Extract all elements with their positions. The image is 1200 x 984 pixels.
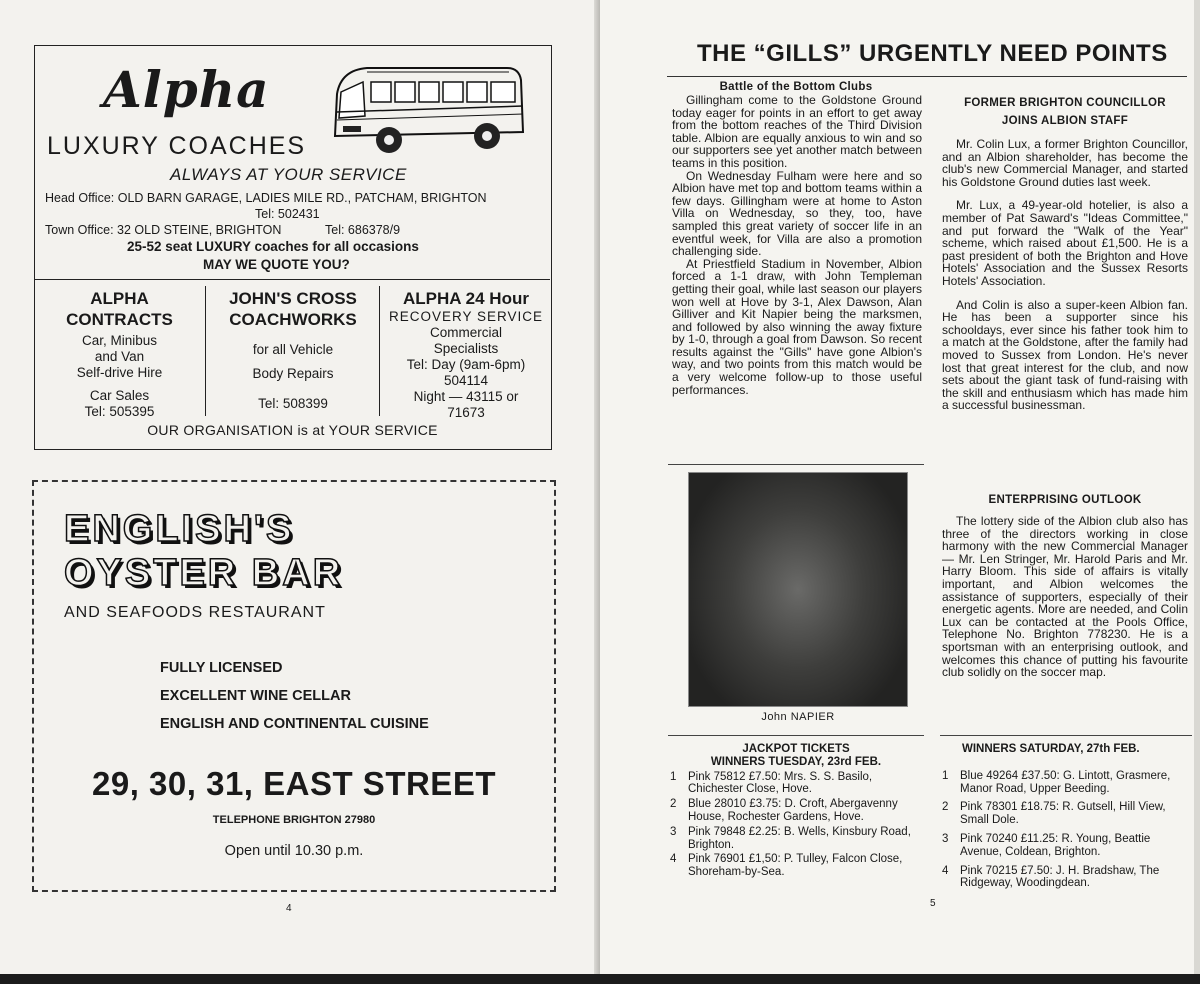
col3-text: 71673 <box>447 405 485 420</box>
entry-number: 4 <box>670 853 677 866</box>
col1-text: Car, Minibus <box>81 333 158 348</box>
entry-text: Pink 78301 £18.75: R. Gutsell, Hill View, Small Dole. <box>960 801 1166 827</box>
alpha-logo: Alpha <box>103 60 270 119</box>
saturday-heading: WINNERS SATURDAY, 27th FEB. <box>962 743 1140 755</box>
entry-text: Pink 76901 £1,50: P. Tulley, Falcon Close, Shoreham-by-Sea. <box>688 853 903 879</box>
town-office-tel: Tel: 686378/9 <box>325 223 401 237</box>
east-street-address: 29, 30, 31, EAST STREET <box>92 765 496 802</box>
councillor-paragraph: Mr. Colin Lux, a former Brighton Councillor, and an Albion shareholder, has become the club's new Commercial Manager, and started his Goldstone Ground duties last week. <box>942 137 1188 189</box>
col3-text: 504114 <box>443 373 489 388</box>
alpha-divider <box>35 279 550 280</box>
oyster-telephone: TELEPHONE BRIGHTON 27980 <box>212 814 376 826</box>
battle-paragraph: At Priestfield Stadium in November, Albion forced a 1-1 draw, with John Templeman getting their goal, while last season our players won well at Hove by 3-1, Alex Dawson, Alan Gilliver and Kit Napier being the marksmen, and followed by also winning the away fixture by 1-0, through a goal from Dawson. So recent results against the "Gills" have gone Albion's way, and two points from this match would be a very welcome follow-up to those useful performances. <box>672 256 922 397</box>
winners-rule <box>940 735 1192 736</box>
entry-text: Pink 79848 £2.25: B. Wells, Kinsbury Road, Brighton. <box>688 825 911 851</box>
john-napier-photo <box>688 472 908 707</box>
alpha-coaches-ad <box>34 45 552 450</box>
entry-number: 3 <box>670 825 677 838</box>
battle-paragraph: Gillingham come to the Goldstone Ground today eager for points in an effort to get away from the bottom reaches of the Third Division table. Albion are equally anxious to win and so our supporters see yet another match between teams in this position. <box>672 93 922 170</box>
councillor-heading-2: JOINS ALBION STAFF <box>1001 115 1129 127</box>
feature-wine-cellar: EXCELLENT WINE CELLAR <box>160 688 351 704</box>
jackpot-date: WINNERS TUESDAY, 23rd FEB. <box>710 755 882 768</box>
headline-rule <box>667 76 1187 77</box>
winner-entry <box>940 770 1190 796</box>
entry-text: Pink 75812 £7.50: Mrs. S. S. Basilo, Chichester Close, Hove. <box>688 770 873 796</box>
battle-heading: Battle of the Bottom Clubs <box>719 81 873 93</box>
column-rule <box>668 464 924 465</box>
seafoods-restaurant: AND SEAFOODS RESTAURANT <box>64 604 326 621</box>
headline: THE “GILLS” URGENTLY NEED POINTS <box>697 40 1168 67</box>
town-office-line: Town Office: 32 OLD STEINE, BRIGHTON <box>45 223 282 237</box>
entry-number: 2 <box>942 801 949 814</box>
col1-text: Car Sales <box>89 388 150 403</box>
saturday-winners <box>940 743 1190 892</box>
photo-caption: John NAPIER <box>761 711 835 723</box>
head-office-tel: Tel: 502431 <box>255 207 320 221</box>
winner-entry <box>668 798 924 824</box>
entry-text: Pink 70215 £7.50: J. H. Bradshaw, The Ridgeway, Woodingdean. <box>960 864 1160 890</box>
oyster-bar-ad <box>32 480 556 892</box>
battle-paragraph: On Wednesday Fulham were here and so Albion have met top and bottom teams within a few days. Gillingham were at home to Aston Villa on Wednesday, so they, too, have sampled this great variety of soccer life in an eventful week, for Villa are also a promotion challenging side. <box>672 168 922 259</box>
col3-subheading: RECOVERY SERVICE <box>388 309 544 324</box>
col2-heading: COACHWORKS <box>229 310 357 329</box>
entry-number: 1 <box>942 769 949 782</box>
feature-licensed: FULLY LICENSED <box>160 660 283 676</box>
coach-illustration <box>327 56 527 166</box>
luxury-coaches-heading: LUXURY COACHES <box>47 132 307 160</box>
winner-entry <box>940 801 1190 827</box>
entry-text: Blue 28010 £3.75: D. Croft, Abergavenny House, Rochester Gardens, Hove. <box>688 798 898 823</box>
col2-text: for all Vehicle <box>252 342 334 357</box>
luxury-seats-line: 25-52 seat LUXURY coaches for all occasions <box>127 239 419 254</box>
col2-heading: JOHN'S CROSS <box>229 289 357 308</box>
winner-entry <box>668 853 924 879</box>
alpha-contracts-column <box>37 288 202 420</box>
organisation-line: OUR ORGANISATION is at YOUR SERVICE <box>147 422 438 438</box>
col3-text: Night — 43115 or <box>413 389 519 404</box>
winners-rule <box>668 735 924 736</box>
may-we-quote: MAY WE QUOTE YOU? <box>203 257 350 272</box>
column-separator <box>379 286 380 416</box>
jackpot-winners <box>668 743 924 881</box>
entry-text: Pink 70240 £11.25: R. Young, Beattie Avenue, Coldean, Brighton. <box>960 832 1151 858</box>
oyster-title-line2: OYSTER BAR <box>64 552 344 594</box>
col2-text: Tel: 508399 <box>258 396 328 411</box>
entry-number: 4 <box>942 864 949 877</box>
enterprising-article <box>942 515 1188 679</box>
feature-cuisine: ENGLISH AND CONTINENTAL CUISINE <box>160 716 429 732</box>
winner-entry <box>940 865 1190 891</box>
winner-entry <box>668 771 924 797</box>
entry-number: 1 <box>670 770 677 783</box>
col2-text: Body Repairs <box>252 366 334 381</box>
col1-text: Self-drive Hire <box>76 365 163 380</box>
scanner-edge <box>0 974 1200 984</box>
page-number-left: 4 <box>286 903 292 914</box>
winner-entry <box>668 826 924 852</box>
entry-number: 3 <box>942 832 949 845</box>
head-office-line: Head Office: OLD BARN GARAGE, LADIES MILE RD., PATCHAM, BRIGHTON <box>45 191 487 205</box>
col1-text: Tel: 505395 <box>84 404 155 419</box>
always-at-your-service: ALWAYS AT YOUR SERVICE <box>170 165 407 184</box>
col1-text: and Van <box>94 349 145 364</box>
col3-text: Tel: Day (9am-6pm) <box>406 357 526 372</box>
battle-article <box>672 94 922 396</box>
col3-text: Specialists <box>433 341 499 356</box>
col1-heading: CONTRACTS <box>66 310 173 329</box>
enterprising-heading: ENTERPRISING OUTLOOK <box>988 494 1142 506</box>
column-separator <box>205 286 206 416</box>
johns-cross-column <box>209 288 377 412</box>
winner-entry <box>940 833 1190 859</box>
councillor-heading-1: FORMER BRIGHTON COUNCILLOR <box>964 97 1166 109</box>
councillor-paragraph: Mr. Lux, a 49-year-old hotelier, is also a member of Pat Saward's "Ideas Committee," and put forward the "Walk of the Year" scheme, which raised about £1,500. He is a past president of both the Brighton and Hove Hotels' Association and the Sussex Resorts Hotels' Association. <box>942 198 1188 288</box>
jackpot-heading: JACKPOT TICKETS <box>742 743 850 755</box>
entry-number: 2 <box>670 798 677 811</box>
page-number-right: 5 <box>930 898 936 909</box>
col3-text: Commercial <box>429 325 502 340</box>
councillor-article <box>942 138 1188 412</box>
left-page <box>0 0 598 974</box>
recovery-column <box>383 288 549 421</box>
councillor-paragraph: And Colin is also a super-keen Albion fan. He has been a supporter since his schooldays, ever since his father took him to a match at the Goldstone, after the family had moved to Sussex from London. He's never lost that great interest for the club, and now sets about the giant task of fund-raising with the skill and enthusiasm which has made him a successful businessman. <box>942 297 1188 413</box>
enterprising-paragraph: The lottery side of the Albion club also has three of the directors working in close harmony with the new Commercial Manager — Mr. Len Stringer, Mr. Harold Paris and Mr. Harry Bloom. This side of affairs is vitally important, and Albion welcomes the assistance of supporters, especially of their energetic agents. More are needed, and Colin Lux can be contacted at the Pools Office, Telephone No. Brighton 778230. He is a sportsman with an enterprising outlook, and welcomes this chance of putting his favourite club solidly on the soccer map. <box>942 514 1188 680</box>
col1-heading: ALPHA <box>90 289 149 308</box>
oyster-title-line1: ENGLISH'S <box>64 508 295 550</box>
page-edge <box>1194 0 1200 974</box>
entry-text: Blue 49264 £37.50: G. Lintott, Grasmere, Manor Road, Upper Beeding. <box>960 769 1171 795</box>
opening-hours: Open until 10.30 p.m. <box>224 843 364 859</box>
col3-heading: ALPHA 24 Hour <box>403 289 529 308</box>
